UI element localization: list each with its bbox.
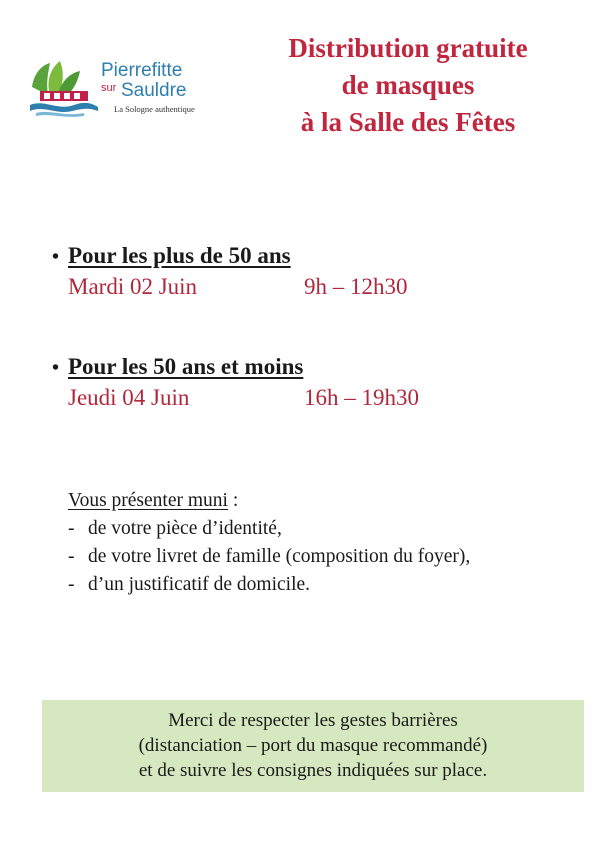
list-item: - de votre pièce d’identité, xyxy=(68,518,282,539)
document-item-family-book: de votre livret de famille (composition du foyer), xyxy=(88,546,471,567)
documents-intro-colon: : xyxy=(227,490,239,511)
page-title xyxy=(228,30,588,141)
document-item-id: de votre pièce d’identité, xyxy=(88,518,282,539)
logo-town-name-2: Sauldre xyxy=(121,80,187,101)
session-over-50 xyxy=(52,243,408,301)
list-item: - de votre livret de famille (composition du foyer), xyxy=(68,546,471,567)
session-heading: Pour les 50 ans et moins xyxy=(68,354,304,379)
session-heading: Pour les plus de 50 ans xyxy=(68,243,291,268)
documents-intro: Vous présenter muni xyxy=(68,490,228,511)
session-50-and-under xyxy=(52,354,419,412)
logo-sur-text: sur xyxy=(101,82,117,94)
required-documents xyxy=(68,487,470,599)
logo-tagline: La Sologne authentique xyxy=(114,104,195,114)
notice-line-2: (distanciation – port du masque recommandé) xyxy=(138,735,488,756)
barrier-gestures-notice xyxy=(42,700,584,792)
town-logo xyxy=(28,55,228,125)
session-day: Jeudi 04 Juin xyxy=(68,385,190,410)
notice-line-3: et de suivre les consignes indiquées sur place. xyxy=(138,760,488,781)
title-line-1: Distribution gratuite xyxy=(288,33,528,63)
session-time: 9h – 12h30 xyxy=(304,274,408,299)
bullet-icon: • xyxy=(52,357,60,379)
session-time: 16h – 19h30 xyxy=(304,385,419,410)
session-day: Mardi 02 Juin xyxy=(68,274,198,299)
title-line-3: à la Salle des Fêtes xyxy=(300,107,516,137)
title-line-2: de masques xyxy=(341,70,475,100)
list-item: - d’un justificatif de domicile. xyxy=(68,574,311,595)
logo-town-name: Pierrefitte xyxy=(101,60,183,81)
notice-line-1: Merci de respecter les gestes barrières xyxy=(168,710,458,731)
town-logo-emblem-icon xyxy=(28,57,100,119)
document-item-proof-of-address: d’un justificatif de domicile. xyxy=(88,574,311,595)
bullet-icon: • xyxy=(52,246,60,268)
